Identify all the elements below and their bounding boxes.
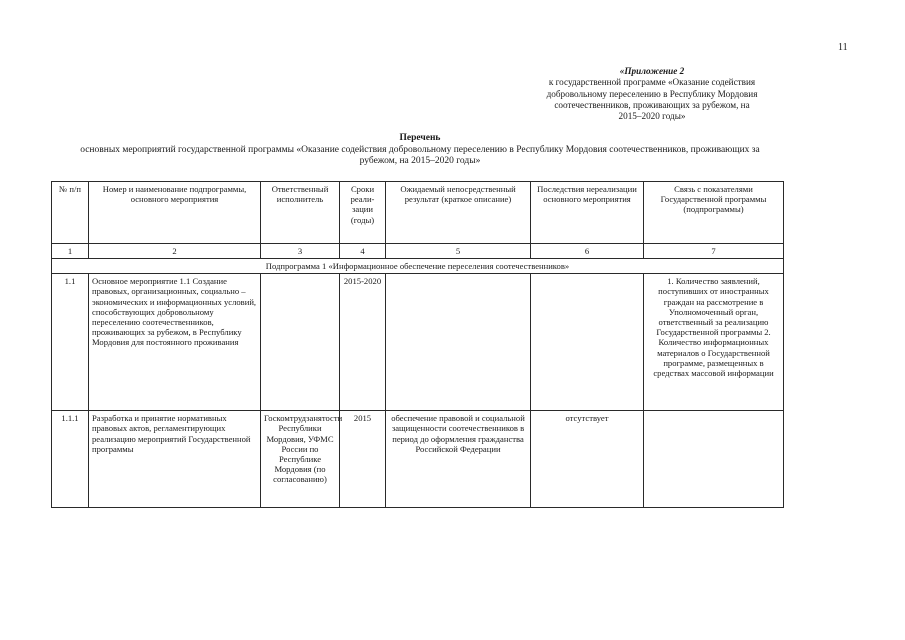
- appendix-title: «Приложение 2: [619, 66, 685, 76]
- column-number: 1: [52, 244, 89, 259]
- row-result: обеспечение правовой и социальной защищенности соотечественников в период до оформления гражданства Российской Федерации: [386, 411, 531, 508]
- table-row: [52, 274, 784, 411]
- row-executor: [261, 274, 340, 411]
- row-number: 1.1.1: [52, 411, 89, 508]
- row-result: [386, 274, 531, 411]
- row-name: Разработка и принятие нормативных правовых актов, регламентирующих реализацию мероприятий Государственной программы: [89, 411, 261, 508]
- subprogram-row: [52, 259, 784, 274]
- header-cell: Сроки реали-зации (годы): [340, 182, 386, 244]
- appendix-line: к государственной программе «Оказание содействия: [548, 77, 756, 88]
- list-subtitle-line: рубежом, на 2015–2020 годы»: [359, 156, 481, 166]
- appendix-line: добровольному переселению в Республику Мордовия: [546, 88, 758, 99]
- table-row: [52, 411, 784, 508]
- row-executor: Госкомтрудзанятости Республики Мордовия, УФМС России по Республике Мордовия (по согласованию): [261, 411, 340, 508]
- appendix-block: [528, 66, 776, 122]
- column-number: 6: [531, 244, 644, 259]
- appendix-line: соотечественников, проживающих за рубежом, на: [554, 99, 750, 110]
- table-header-row: [52, 182, 784, 244]
- column-number: 2: [89, 244, 261, 259]
- row-period: 2015-2020: [340, 274, 386, 411]
- row-number: 1.1: [52, 274, 89, 411]
- row-period: 2015: [340, 411, 386, 508]
- list-title-block: [60, 133, 780, 168]
- column-number: 3: [261, 244, 340, 259]
- row-name: Основное мероприятие 1.1 Создание правовых, организационных, социально – экономических и информационных условий, способствующих добровольному переселению соотечественников, проживающих за рубежом, в Республику Мордовия для постоянного проживания: [89, 274, 261, 411]
- column-number: 7: [644, 244, 784, 259]
- header-cell: № п/п: [52, 182, 89, 244]
- row-indicator-link: [644, 411, 784, 508]
- header-cell: Связь с показателями Государственной программы (подпрограммы): [644, 182, 784, 244]
- column-number: 4: [340, 244, 386, 259]
- row-indicator-link: 1. Количество заявлений, поступивших от иностранных граждан на рассмотрение в Уполномоченный орган, ответственный за реализацию Государственной программы 2. Количество информационных материалов о Государственной программе, размещенных в средствах массовой информации: [644, 274, 784, 411]
- header-cell: Ответственный исполнитель: [261, 182, 340, 244]
- row-consequences: отсутствует: [531, 411, 644, 508]
- subprogram-title: Подпрограмма 1 «Информационное обеспечение переселения соотечественников»: [52, 259, 784, 274]
- page-number: 11: [838, 42, 848, 53]
- column-number-row: [52, 244, 784, 259]
- row-consequences: [531, 274, 644, 411]
- header-cell: Последствия нереализации основного мероприятия: [531, 182, 644, 244]
- list-subtitle-line: основных мероприятий государственной программы «Оказание содействия добровольному переселению в Республику Мордовия соотечественников, проживающих за: [80, 144, 760, 155]
- activities-table: [51, 181, 784, 508]
- list-heading: Перечень: [399, 133, 441, 143]
- header-cell: Ожидаемый непосредственный результат (краткое описание): [386, 182, 531, 244]
- appendix-line: 2015–2020 годы»: [618, 111, 686, 122]
- column-number: 5: [386, 244, 531, 259]
- header-cell: Номер и наименование подпрограммы, основного мероприятия: [89, 182, 261, 244]
